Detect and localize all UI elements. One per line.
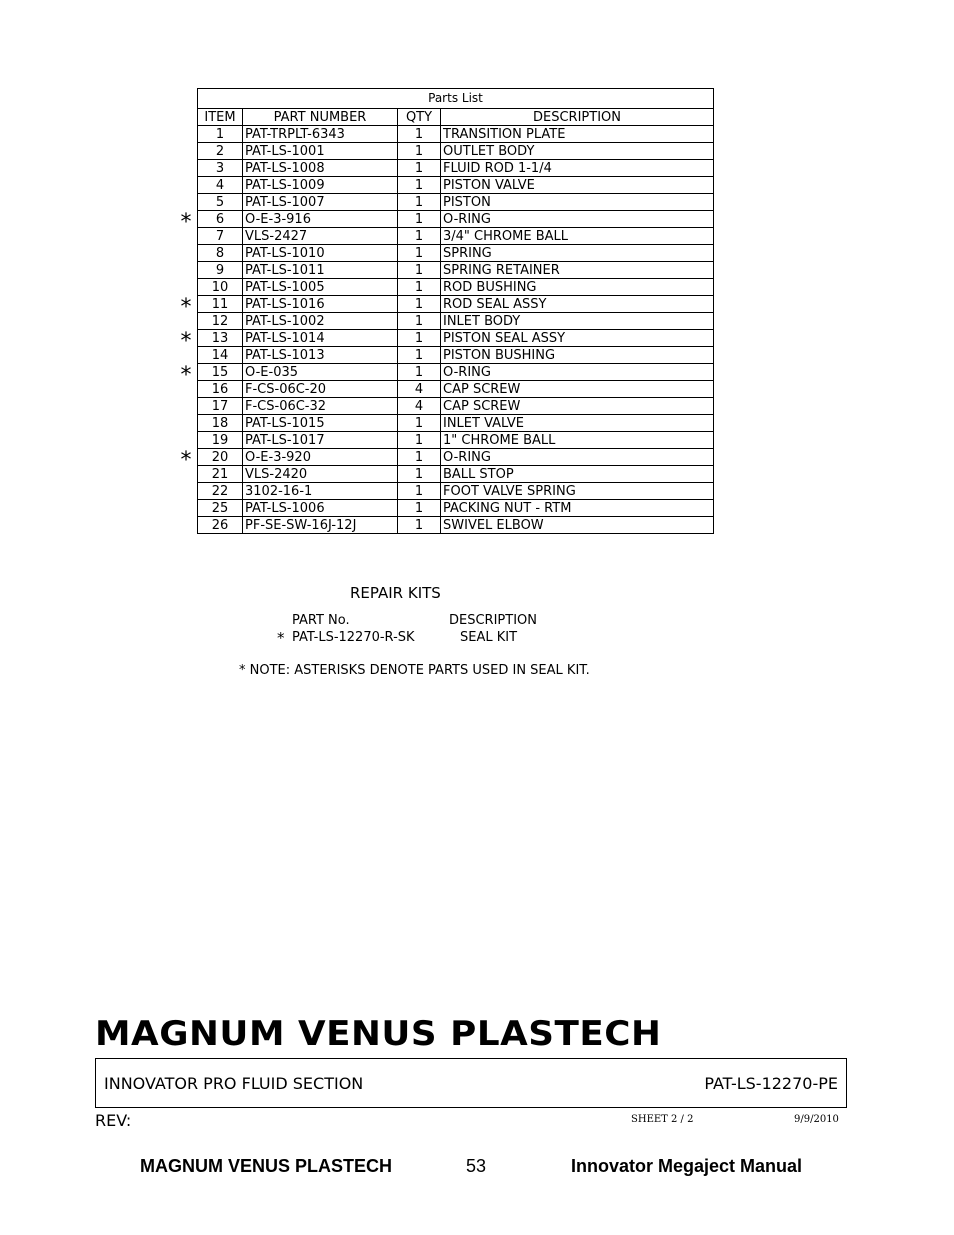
company-logo-text: MAGNUM VENUS PLASTECH bbox=[95, 1014, 662, 1054]
part-number-cell: PAT-LS-1006 bbox=[243, 500, 398, 517]
table-row bbox=[198, 262, 714, 279]
table-row bbox=[198, 313, 714, 330]
description-cell: SPRING RETAINER bbox=[441, 262, 714, 279]
title-block bbox=[95, 1058, 847, 1108]
description-cell: PISTON bbox=[441, 194, 714, 211]
part-number-cell: PAT-LS-1001 bbox=[243, 143, 398, 160]
item-cell: 5 bbox=[198, 194, 243, 211]
table-row bbox=[198, 381, 714, 398]
table-row bbox=[198, 160, 714, 177]
part-number-cell: F-CS-06C-32 bbox=[243, 398, 398, 415]
part-number-cell: VLS-2427 bbox=[243, 228, 398, 245]
part-number-cell: O-E-3-916 bbox=[243, 211, 398, 228]
table-row bbox=[198, 364, 714, 381]
sheet-number: SHEET 2 / 2 bbox=[631, 1114, 694, 1125]
item-cell: 15 bbox=[198, 364, 243, 381]
item-cell: 3 bbox=[198, 160, 243, 177]
description-cell: PISTON SEAL ASSY bbox=[441, 330, 714, 347]
item-cell: 25 bbox=[198, 500, 243, 517]
description-cell: OUTLET BODY bbox=[441, 143, 714, 160]
table-row bbox=[198, 211, 714, 228]
item-cell: 16 bbox=[198, 381, 243, 398]
part-number-cell: PAT-LS-1011 bbox=[243, 262, 398, 279]
qty-cell: 4 bbox=[398, 398, 441, 415]
repair-kit-part-number: PAT-LS-12270-R-SK bbox=[292, 630, 415, 645]
item-cell: 17 bbox=[198, 398, 243, 415]
item-cell: 1 bbox=[198, 126, 243, 143]
table-row bbox=[198, 415, 714, 432]
qty-cell: 1 bbox=[398, 432, 441, 449]
header-part-number: PART NUMBER bbox=[243, 109, 398, 126]
qty-cell: 1 bbox=[398, 313, 441, 330]
seal-kit-asterisk: * bbox=[180, 362, 192, 388]
table-row bbox=[198, 245, 714, 262]
description-cell: TRANSITION PLATE bbox=[441, 126, 714, 143]
item-cell: 13 bbox=[198, 330, 243, 347]
part-number-cell: PAT-LS-1016 bbox=[243, 296, 398, 313]
item-cell: 11 bbox=[198, 296, 243, 313]
table-row bbox=[198, 177, 714, 194]
qty-cell: 1 bbox=[398, 517, 441, 534]
qty-cell: 1 bbox=[398, 194, 441, 211]
qty-cell: 1 bbox=[398, 415, 441, 432]
table-row bbox=[198, 449, 714, 466]
drawing-title: INNOVATOR PRO FLUID SECTION bbox=[104, 1074, 364, 1093]
item-cell: 12 bbox=[198, 313, 243, 330]
drawing-number: PAT-LS-12270-PE bbox=[704, 1074, 838, 1093]
description-cell: PISTON BUSHING bbox=[441, 347, 714, 364]
item-cell: 8 bbox=[198, 245, 243, 262]
item-cell: 10 bbox=[198, 279, 243, 296]
description-cell: O-RING bbox=[441, 449, 714, 466]
qty-cell: 1 bbox=[398, 466, 441, 483]
part-number-cell: PAT-LS-1015 bbox=[243, 415, 398, 432]
part-number-cell: PAT-LS-1010 bbox=[243, 245, 398, 262]
table-row bbox=[198, 500, 714, 517]
footer-page-number: 53 bbox=[466, 1156, 487, 1176]
description-cell: BALL STOP bbox=[441, 466, 714, 483]
part-number-cell: PAT-LS-1002 bbox=[243, 313, 398, 330]
description-cell: FLUID ROD 1-1/4 bbox=[441, 160, 714, 177]
qty-cell: 1 bbox=[398, 126, 441, 143]
description-cell: SPRING bbox=[441, 245, 714, 262]
part-number-cell: PAT-LS-1017 bbox=[243, 432, 398, 449]
part-number-cell: PAT-LS-1009 bbox=[243, 177, 398, 194]
qty-cell: 1 bbox=[398, 483, 441, 500]
part-number-cell: PAT-TRPLT-6343 bbox=[243, 126, 398, 143]
qty-cell: 1 bbox=[398, 347, 441, 364]
header-qty: QTY bbox=[398, 109, 441, 126]
table-row bbox=[198, 398, 714, 415]
header-description: DESCRIPTION bbox=[441, 109, 714, 126]
qty-cell: 1 bbox=[398, 177, 441, 194]
item-cell: 14 bbox=[198, 347, 243, 364]
item-cell: 19 bbox=[198, 432, 243, 449]
description-cell: 1" CHROME BALL bbox=[441, 432, 714, 449]
item-cell: 20 bbox=[198, 449, 243, 466]
table-row bbox=[198, 517, 714, 534]
part-number-cell: PAT-LS-1007 bbox=[243, 194, 398, 211]
parts-list-title: Parts List bbox=[198, 89, 714, 109]
qty-cell: 1 bbox=[398, 143, 441, 160]
table-row bbox=[198, 279, 714, 296]
repair-kits-description-header: DESCRIPTION bbox=[449, 613, 537, 628]
table-row bbox=[198, 228, 714, 245]
item-cell: 4 bbox=[198, 177, 243, 194]
qty-cell: 1 bbox=[398, 296, 441, 313]
description-cell: FOOT VALVE SPRING bbox=[441, 483, 714, 500]
part-number-cell: O-E-3-920 bbox=[243, 449, 398, 466]
description-cell: PACKING NUT - RTM bbox=[441, 500, 714, 517]
description-cell: ROD SEAL ASSY bbox=[441, 296, 714, 313]
item-cell: 6 bbox=[198, 211, 243, 228]
parts-list-table bbox=[197, 88, 714, 534]
table-row bbox=[198, 194, 714, 211]
description-cell: O-RING bbox=[441, 364, 714, 381]
qty-cell: 1 bbox=[398, 279, 441, 296]
part-number-cell: O-E-035 bbox=[243, 364, 398, 381]
item-cell: 22 bbox=[198, 483, 243, 500]
part-number-cell: PAT-LS-1005 bbox=[243, 279, 398, 296]
revision-label: REV: bbox=[95, 1111, 132, 1130]
qty-cell: 1 bbox=[398, 262, 441, 279]
item-cell: 7 bbox=[198, 228, 243, 245]
footer-company: MAGNUM VENUS PLASTECH bbox=[140, 1156, 393, 1176]
part-number-cell: F-CS-06C-20 bbox=[243, 381, 398, 398]
part-number-cell: PAT-LS-1008 bbox=[243, 160, 398, 177]
qty-cell: 4 bbox=[398, 381, 441, 398]
part-number-cell: PAT-LS-1014 bbox=[243, 330, 398, 347]
part-number-cell: VLS-2420 bbox=[243, 466, 398, 483]
qty-cell: 1 bbox=[398, 449, 441, 466]
description-cell: O-RING bbox=[441, 211, 714, 228]
description-cell: CAP SCREW bbox=[441, 381, 714, 398]
table-row bbox=[198, 483, 714, 500]
table-row bbox=[198, 126, 714, 143]
table-row bbox=[198, 296, 714, 313]
repair-kit-asterisk: * bbox=[277, 629, 285, 647]
item-cell: 9 bbox=[198, 262, 243, 279]
qty-cell: 1 bbox=[398, 500, 441, 517]
table-row bbox=[198, 466, 714, 483]
seal-kit-asterisk: * bbox=[180, 209, 192, 235]
item-cell: 21 bbox=[198, 466, 243, 483]
qty-cell: 1 bbox=[398, 160, 441, 177]
seal-kit-note: * NOTE: ASTERISKS DENOTE PARTS USED IN SEAL KIT. bbox=[239, 663, 590, 678]
description-cell: 3/4" CHROME BALL bbox=[441, 228, 714, 245]
item-cell: 18 bbox=[198, 415, 243, 432]
description-cell: SWIVEL ELBOW bbox=[441, 517, 714, 534]
repair-kits-part-header: PART No. bbox=[292, 613, 350, 628]
part-number-cell: PF-SE-SW-16J-12J bbox=[243, 517, 398, 534]
qty-cell: 1 bbox=[398, 228, 441, 245]
qty-cell: 1 bbox=[398, 245, 441, 262]
qty-cell: 1 bbox=[398, 330, 441, 347]
table-row bbox=[198, 143, 714, 160]
item-cell: 2 bbox=[198, 143, 243, 160]
table-row bbox=[198, 330, 714, 347]
description-cell: CAP SCREW bbox=[441, 398, 714, 415]
table-row bbox=[198, 432, 714, 449]
part-number-cell: 3102-16-1 bbox=[243, 483, 398, 500]
drawing-date: 9/9/2010 bbox=[794, 1114, 839, 1125]
description-cell: INLET BODY bbox=[441, 313, 714, 330]
seal-kit-asterisk: * bbox=[180, 447, 192, 473]
item-cell: 26 bbox=[198, 517, 243, 534]
seal-kit-asterisk: * bbox=[180, 328, 192, 354]
description-cell: INLET VALVE bbox=[441, 415, 714, 432]
qty-cell: 1 bbox=[398, 364, 441, 381]
part-number-cell: PAT-LS-1013 bbox=[243, 347, 398, 364]
description-cell: PISTON VALVE bbox=[441, 177, 714, 194]
table-row bbox=[198, 347, 714, 364]
footer-manual-title: Innovator Megaject Manual bbox=[571, 1156, 803, 1176]
header-item: ITEM bbox=[198, 109, 243, 126]
qty-cell: 1 bbox=[398, 211, 441, 228]
repair-kit-description: SEAL KIT bbox=[460, 630, 518, 645]
repair-kits-title: REPAIR KITS bbox=[350, 584, 441, 602]
seal-kit-asterisk: * bbox=[180, 294, 192, 320]
description-cell: ROD BUSHING bbox=[441, 279, 714, 296]
